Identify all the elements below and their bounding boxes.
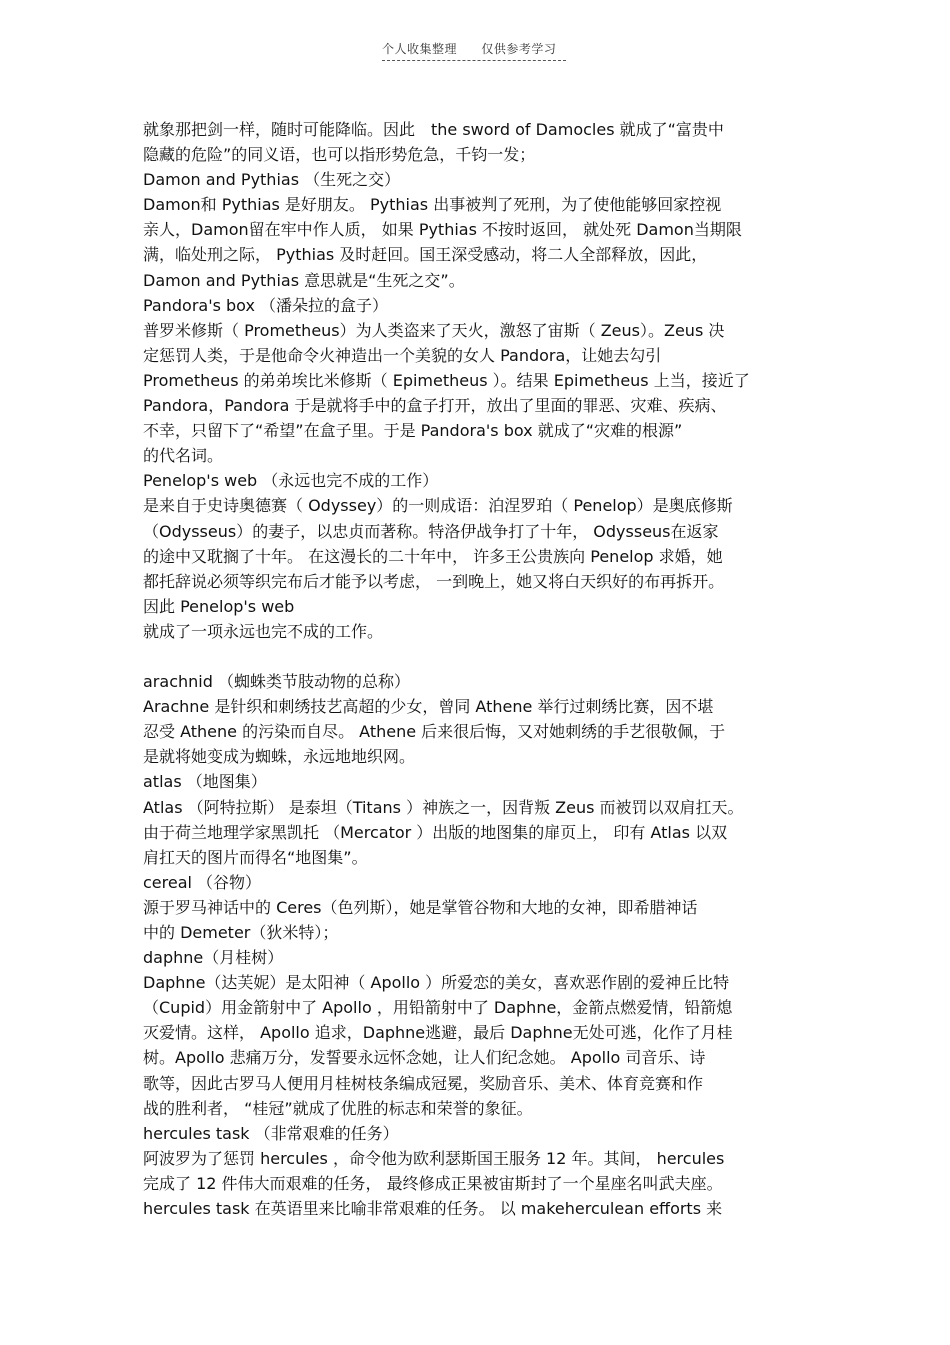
text-line: Prometheus 的弟弟埃比米修斯（ Epimetheus ）。结果 Epimetheus 上当，接近了 — [143, 370, 750, 390]
page-header — [382, 40, 566, 61]
header-left-text: 个人收集整理 — [382, 42, 458, 56]
text-line: 中的 Demeter（狄米特）； — [143, 923, 339, 942]
text-line: Damon和 Pythias 是好朋友。 Pythias 出事被判了死刑，为了使他能够回家控视 — [143, 195, 722, 215]
text-line: 歌等，因此古罗马人便用月桂树枝条编成冠冕，奖励音乐、美术、体育竞赛和作 — [143, 1073, 704, 1093]
text-line: （Odysseus）的妻子，以忠贞而著称。特洛伊战争打了十年， Odysseus在返家 — [143, 521, 719, 541]
text-line: 不幸，只留下了“希望”在盒子里。于是 Pandora's box 就成了“灾难的根源” — [143, 421, 683, 441]
text-line: cereal （谷物） — [143, 872, 262, 892]
text-line: 战的胜利者， “桂冠”就成了优胜的标志和荣誉的象征。 — [143, 1098, 533, 1118]
text-line: hercules task （非常艰难的任务） — [143, 1123, 399, 1143]
text-line: 普罗米修斯（ Prometheus）为人类盗来了天火，激怒了宙斯（ Zeus）。Zeus 决 — [143, 320, 725, 340]
text-line: 因此 Penelop's web — [143, 596, 295, 616]
text-line: 就成了一项永远也完不成的工作。 — [143, 621, 384, 641]
text-line: Damon and Pythias （生死之交） — [143, 170, 401, 190]
text-line: 亲人，Damon留在牢中作人质， 如果 Pythias 不按时返回， 就处死 Damon当期限 — [143, 220, 742, 240]
text-line: 忍受 Athene 的污染而自尽。 Athene 后来很后悔，又对她刺绣的手艺很敬佩，于 — [143, 722, 726, 742]
text-line: arachnid （蜘蛛类节肢动物的总称） — [143, 672, 410, 692]
text-line: （Cupid）用金箭射中了 Apollo ，用铅箭射中了 Daphne，金箭点燃爱情，铅箭熄 — [143, 998, 733, 1018]
document-body — [143, 117, 813, 1221]
text-line: 阿波罗为了惩罚 hercules ，命令他为欧利瑟斯国王服务 12 年。其间， hercules — [143, 1148, 725, 1168]
text-line: 源于罗马神话中的 Ceres（色列斯），她是掌管谷物和大地的女神，即希腊神话 — [143, 897, 698, 917]
text-line: Damon and Pythias 意思就是“生死之交”。 — [143, 270, 465, 290]
header-right-text: 仅供参考学习 — [481, 42, 557, 56]
text-line: 定惩罚人类，于是他命令火神造出一个美貌的女人 Pandora，让她去勾引 — [143, 345, 662, 365]
text-line: 树。Apollo 悲痛万分，发誓要永远怀念她，让人们纪念她。 Apollo 司音乐、诗 — [143, 1048, 706, 1068]
text-line: 的途中又耽搁了十年。 在这漫长的二十年中， 许多王公贵族向 Penelop 求婚，她 — [143, 546, 723, 566]
text-line: Daphne（达芙妮）是太阳神（ Apollo ）所爱恋的美女，喜欢恶作剧的爱神丘比特 — [143, 973, 730, 993]
text-line: 就象那把剑一样，随时可能降临。因此 the sword of Damocles 就成了“富贵中 — [143, 120, 724, 139]
text-line: 肩扛天的图片而得名“地图集”。 — [143, 847, 368, 867]
text-line: 是就将她变成为蜘蛛，永远地地织网。 — [143, 747, 416, 767]
text-line: 由于荷兰地理学家黑凯托 （Mercator ）出版的地图集的扉页上， 印有 Atlas 以双 — [143, 822, 728, 842]
text-line: atlas （地图集） — [143, 772, 267, 792]
text-line: 是来自于史诗奥德赛（ Odyssey）的一则成语：泊涅罗珀（ Penelop）是奥底修斯 — [143, 496, 733, 516]
text-line: 隐藏的危险”的同义语，也可以指形势危急，千钧一发； — [143, 145, 536, 165]
text-line: 完成了 12 件伟大而艰难的任务， 最终修成正果被宙斯封了一个星座名叫武夫座。 — [143, 1173, 723, 1193]
text-line: 灭爱情。这样， Apollo 追求，Daphne逃避，最后 Daphne无处可逃，化作了月桂 — [143, 1023, 733, 1043]
text-line: 都托辞说必须等织完布后才能予以考虑， 一到晚上，她又将白天织好的布再拆开。 — [143, 571, 725, 591]
blank-line — [143, 644, 813, 669]
text-line: 的代名词。 — [143, 446, 224, 466]
text-line: hercules task 在英语里来比喻非常艰难的任务。 以 makeherculean efforts 来 — [143, 1199, 723, 1219]
text-line: Penelop's web （永远也完不成的工作） — [143, 471, 439, 491]
text-line: Pandora，Pandora 于是就将手中的盒子打开，放出了里面的罪恶、灾难、疾病、 — [143, 396, 727, 416]
text-line: Atlas （阿特拉斯） 是泰坦（Titans ）神族之一，因背叛 Zeus 而被罚以双肩扛天。 — [143, 797, 744, 817]
text-line: Arachne 是针织和刺绣技艺高超的少女，曾同 Athene 举行过刺绣比赛，因不堪 — [143, 697, 714, 717]
text-line: daphne（月桂树） — [143, 948, 284, 968]
text-line: Pandora's box （潘朵拉的盒子） — [143, 295, 389, 315]
text-line: 满，临处刑之际， Pythias 及时赶回。国王深受感动，将二人全部释放，因此， — [143, 245, 708, 265]
